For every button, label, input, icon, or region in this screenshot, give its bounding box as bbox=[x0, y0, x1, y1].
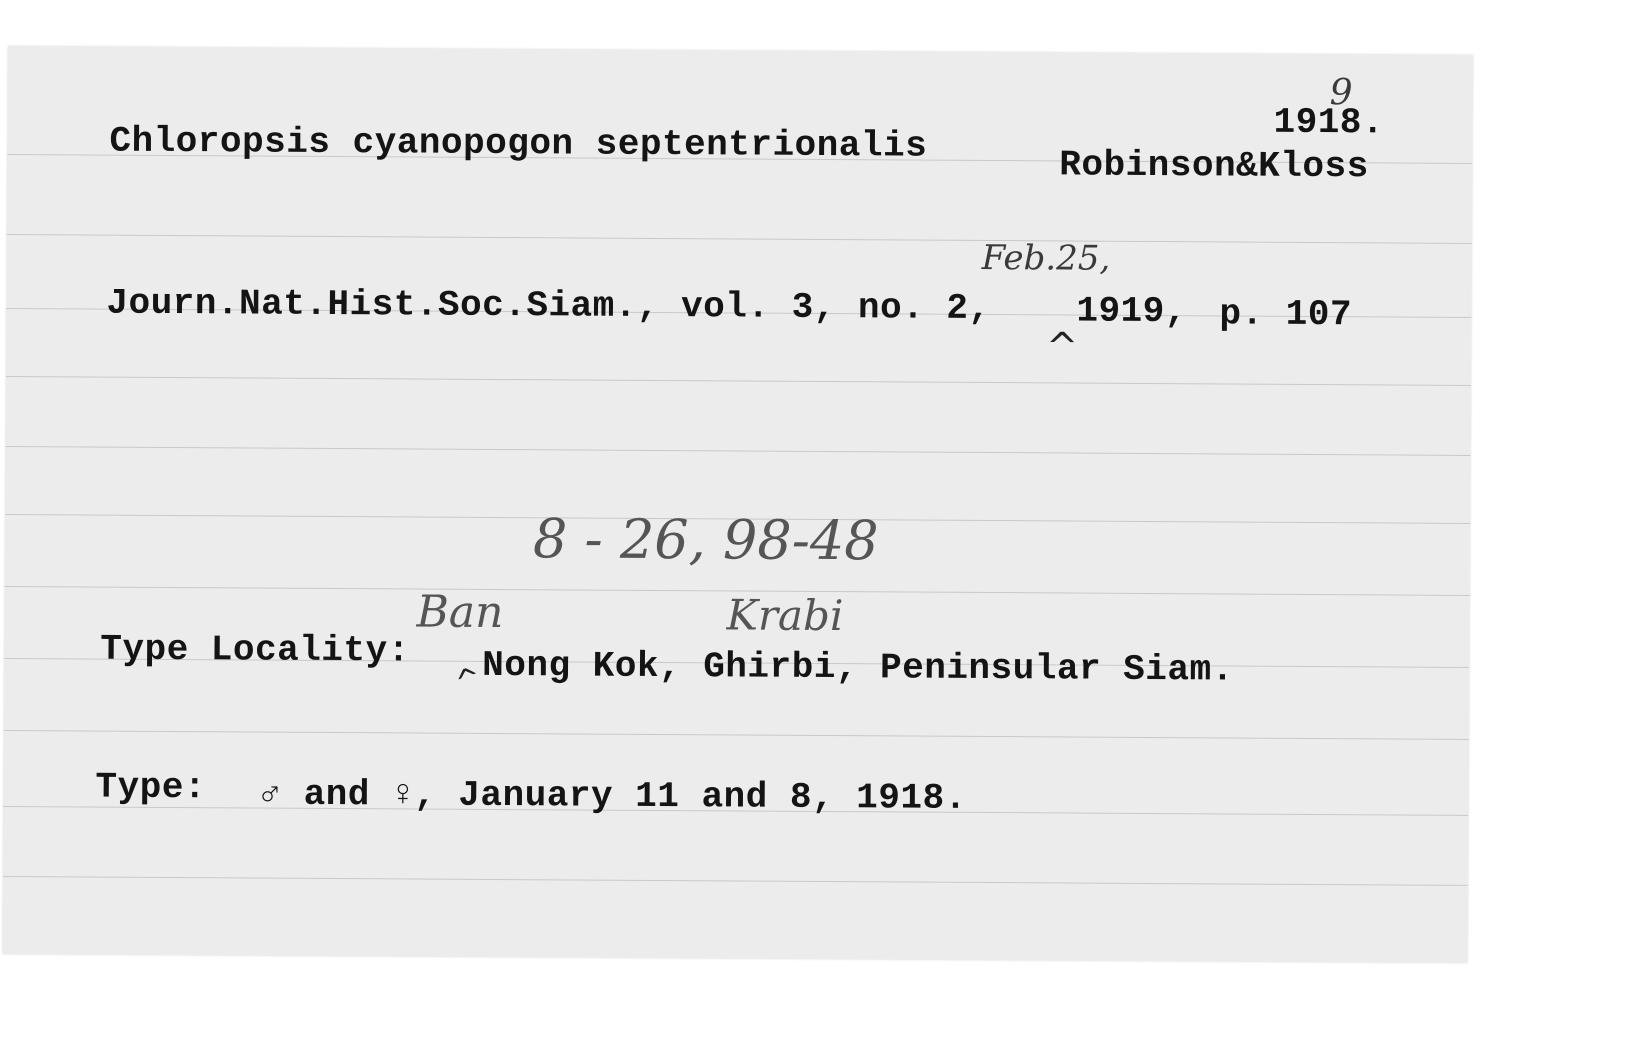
card-rule bbox=[3, 876, 1468, 886]
card-rule bbox=[4, 730, 1469, 740]
handwritten-insert-ban: Ban bbox=[416, 586, 504, 639]
card-rule bbox=[6, 376, 1471, 386]
card-rule bbox=[7, 234, 1472, 244]
type-locality-value: Nong Kok, Ghirbi, Peninsular Siam. bbox=[482, 644, 1234, 691]
catalog-numbers-handwritten: 8 - 26, 98-48 bbox=[532, 507, 879, 573]
species-name: Chloropsis cyanopogon septentrionalis bbox=[109, 120, 928, 167]
year-correction-handwritten: 9 bbox=[1329, 72, 1353, 114]
type-locality-label: Type Locality: bbox=[100, 628, 410, 672]
type-label: Type: bbox=[95, 766, 207, 809]
publication-year: 1918. bbox=[1273, 101, 1385, 144]
card-rule bbox=[6, 446, 1471, 456]
citation-journal: Journ.Nat.Hist.Soc.Siam., vol. 3, no. 2, bbox=[106, 282, 991, 330]
type-value: ♂ and ♀, January 11 and 8, 1918. bbox=[259, 773, 967, 819]
insert-caret-locality: ^ bbox=[450, 659, 487, 702]
insert-caret: ^ bbox=[1046, 324, 1079, 369]
citation-year: 1919, bbox=[1076, 290, 1188, 333]
index-card bbox=[2, 46, 1473, 963]
authors: Robinson&Kloss bbox=[1059, 144, 1369, 188]
citation-page: p. 107 bbox=[1219, 293, 1353, 336]
handwritten-krabi: Krabi bbox=[726, 590, 844, 641]
handwritten-date: Feb.25, bbox=[981, 237, 1111, 279]
